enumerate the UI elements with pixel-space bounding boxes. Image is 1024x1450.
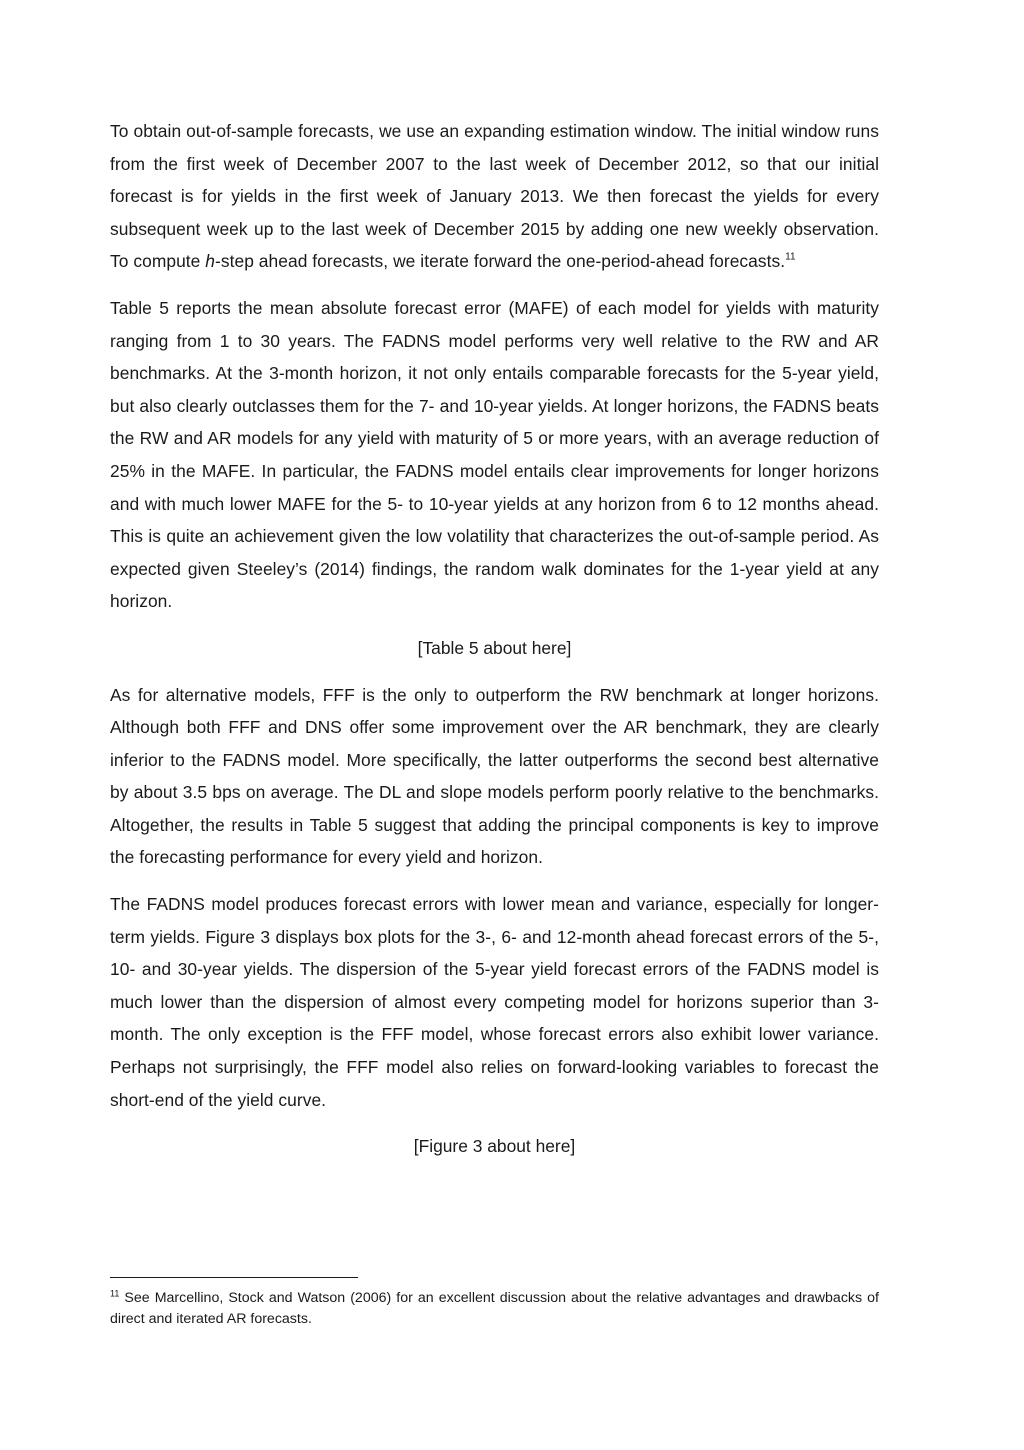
paragraph-text: To obtain out-of-sample forecasts, we use an expanding estimation window. The initial window runs from the first week of December 2007 to the last week of December 2012, so that our initial forecast is for yields in the first week of January 2013. We then forecast the yields for every subsequent week up to the last week of December 2015 by adding one new weekly observation. To compute: [110, 121, 879, 272]
footnote-divider: [110, 1277, 358, 1278]
footnote-number: 11: [110, 1288, 120, 1299]
paragraph-expanding-window: [110, 115, 879, 278]
footnote-ref: 11: [785, 251, 796, 263]
paragraph-text: -step ahead forecasts, we iterate forward the one-period-ahead forecasts.: [215, 251, 786, 272]
table-placeholder: [Table 5 about here]: [417, 637, 572, 658]
italic-h: h: [205, 251, 216, 272]
paragraph-forecast-errors: The FADNS model produces forecast errors with lower mean and variance, especially for longer-term yields. Figure 3 displays box plots for the 3-, 6- and 12-month ahead forecast errors of the 5-, 10- and 30-year yields. The dispersion of the 5-year yield forecast errors of the FADNS model is much lower than the dispersion of almost every competing model for horizons superior than 3-month. The only exception is the FFF model, whose forecast errors also exhibit lower variance. Perhaps not surprisingly, the FFF model also relies on forward-looking variables to forecast the short-end of the yield curve.: [110, 894, 879, 1110]
footnote: [110, 1288, 879, 1330]
figure-placeholder: [Figure 3 about here]: [413, 1136, 576, 1157]
paragraph-mafe-results: Table 5 reports the mean absolute forecast error (MAFE) of each model for yields with maturity ranging from 1 to 30 years. The FADNS model performs very well relative to the RW and AR benchmarks. At the 3-month horizon, it not only entails comparable forecasts for the 5-year yield, but also clearly outclasses them for the 7- and 10-year yields. At longer horizons, the FADNS beats the RW and AR models for any yield with maturity of 5 or more years, with an average reduction of 25% in the MAFE. In particular, the FADNS model entails clear improvements for longer horizons and with much lower MAFE for the 5- to 10-year yields at any horizon from 6 to 12 months ahead. This is quite an achievement given the low volatility that characterizes the out-of-sample period. As expected given Steeley’s (2014) findings, the random walk dominates for the 1-year yield at any horizon.: [110, 297, 879, 612]
footnote-text: See Marcellino, Stock and Watson (2006) for an excellent discussion about the relative advantages and drawbacks of direct and iterated AR forecasts.: [110, 1290, 879, 1327]
paragraph-alternative-models: As for alternative models, FFF is the only to outperform the RW benchmark at longer horizons. Although both FFF and DNS offer some improvement over the AR benchmark, they are clearly inferior to the FADNS model. More specifically, the latter outperforms the second best alternative by about 3.5 bps on average. The DL and slope models perform poorly relative to the benchmarks. Altogether, the results in Table 5 suggest that adding the principal components is key to improve the forecasting performance for every yield and horizon.: [110, 684, 879, 868]
page-body: [110, 115, 879, 1177]
